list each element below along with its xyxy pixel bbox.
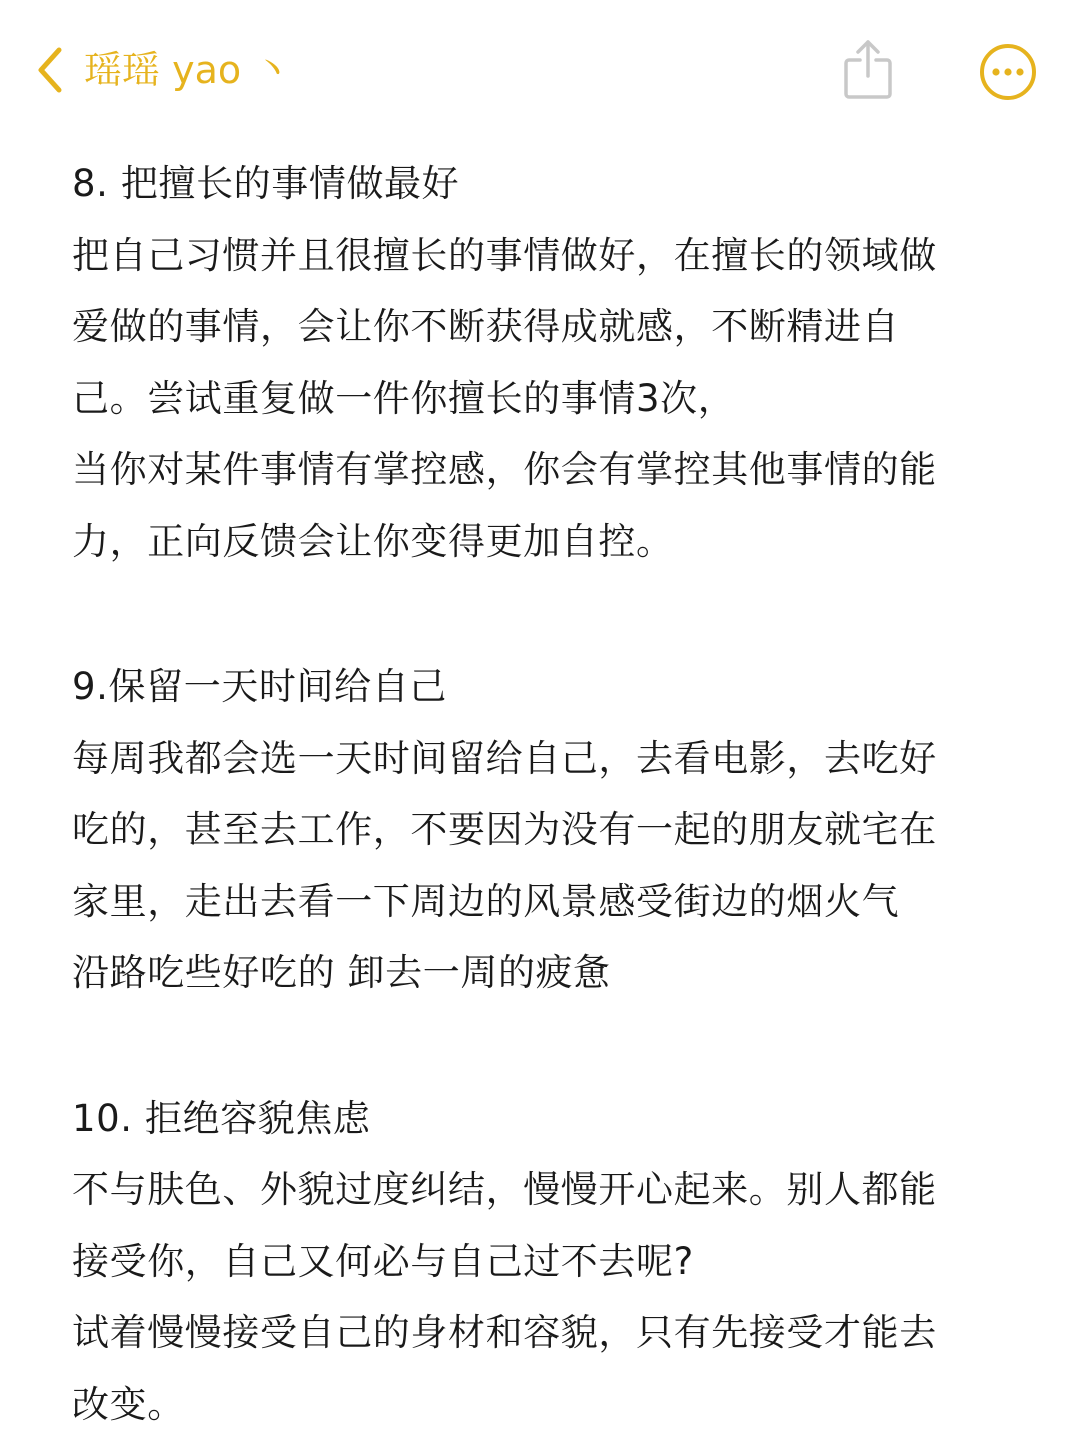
paragraph-line: 当你对某件事情有掌控感，你会有掌控其他事情的能 <box>72 448 937 491</box>
note-section-10 <box>72 1083 1022 1441</box>
section-heading: 8. 把擅长的事情做最好 <box>72 162 460 205</box>
share-icon <box>843 38 893 100</box>
paragraph-line: 接受你，自己又何必与自己过不去呢? <box>72 1239 694 1283</box>
paragraph-line: 吃的，甚至去工作，不要因为没有一起的朋友就宅在 <box>72 808 937 851</box>
paragraph-line: 不与肤色、外貌过度纠结，慢慢开心起来。别人都能 <box>72 1168 937 1211</box>
note-section-9 <box>72 651 1022 1009</box>
note-section-8 <box>72 148 1022 577</box>
note-folder-title[interactable]: 瑶瑶 yao 丶 <box>84 48 292 92</box>
paragraph-line: 力，正向反馈会让你变得更加自控。 <box>72 519 674 563</box>
paragraph-line: 己。尝试重复做一件你擅长的事情3次， <box>72 376 736 420</box>
paragraph-line: 家里，走出去看一下周边的风景感受街边的烟火气 <box>72 879 900 923</box>
paragraph-line: 把自己习惯并且很擅长的事情做好，在擅长的领域做 <box>72 233 937 277</box>
navigation-bar <box>0 0 1080 140</box>
paragraph-line: 沿路吃些好吃的 卸去一周的疲惫 <box>72 951 611 994</box>
back-button[interactable] <box>28 44 72 96</box>
paragraph-line: 试着慢慢接受自己的身材和容貌，只有先接受才能去 <box>72 1311 937 1354</box>
more-button[interactable] <box>978 42 1038 102</box>
paragraph-line: 爱做的事情，会让你不断获得成就感，不断精进自 <box>72 305 900 348</box>
section-heading: 9.保留一天时间给自己 <box>72 665 447 708</box>
paragraph-line: 每周我都会选一天时间留给自己，去看电影，去吃好 <box>72 736 937 780</box>
note-body[interactable] <box>72 148 1022 1440</box>
section-heading: 10. 拒绝容貌焦虑 <box>72 1096 371 1140</box>
chevron-left-icon <box>35 46 65 94</box>
more-icon <box>979 43 1037 101</box>
paragraph-line: 改变。 <box>72 1382 185 1426</box>
share-button[interactable] <box>840 36 896 102</box>
